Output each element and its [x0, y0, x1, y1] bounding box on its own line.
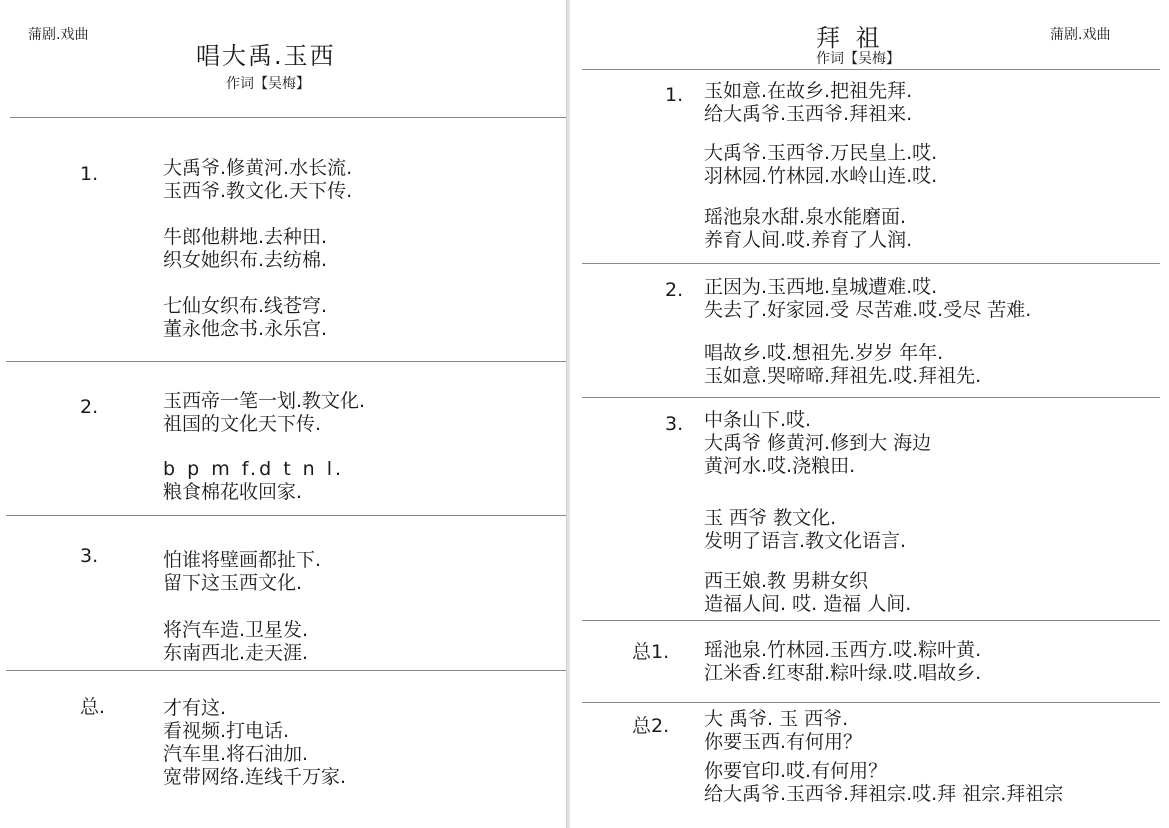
stanza	[704, 708, 862, 754]
lyric-line: 董永他念书.永乐宫.	[163, 318, 328, 340]
lyric-line: 粮食棉花收回家.	[163, 481, 303, 503]
stanza	[163, 295, 327, 341]
lyric-line: 唱故乡.哎.想祖先.岁岁 年年.	[704, 342, 944, 364]
stanza	[704, 80, 912, 126]
lyric-line: 大禹爷.修黄河.水长流.	[163, 157, 353, 179]
divider	[6, 515, 566, 516]
section-number: 2.	[80, 396, 99, 418]
lyric-line: 西王娘.教 男耕女织	[704, 570, 869, 592]
stanza	[163, 549, 321, 595]
lyric-line: 你要玉西.有何用？	[704, 731, 863, 753]
lyric-line: 玉如意.在故乡.把祖先拜.	[704, 80, 913, 102]
section-number: 1.	[665, 84, 684, 106]
stanza	[163, 697, 346, 789]
stanza	[704, 760, 1063, 806]
lyric-line: 牛郎他耕地.去种田.	[163, 226, 328, 248]
lyric-line: 造福人间. 哎. 造福 人间.	[704, 593, 912, 615]
right-page	[570, 0, 1169, 828]
stanza	[163, 619, 308, 665]
page-title: 拜 祖	[816, 24, 884, 52]
lyric-line: 你要官印.哎.有何用？	[704, 760, 888, 782]
lyric-line: 大禹爷.玉西爷.万民皇上.哎.	[704, 142, 938, 164]
section-number: 总2.	[632, 715, 670, 737]
lyric-line: 给大禹爷.玉西爷.拜祖宗.哎.拜 祖宗.拜祖宗	[704, 783, 1064, 805]
stanza	[704, 276, 1031, 322]
section-number: 2.	[665, 279, 684, 301]
lyric-line: 将汽车造.卫星发.	[163, 619, 309, 641]
lyric-line: 羽林园.竹林园.水岭山连.哎.	[704, 165, 938, 187]
left-page	[0, 0, 567, 828]
stanza	[704, 409, 931, 478]
lyric-line: 大禹爷 修黄河.修到大 海边	[704, 432, 932, 454]
lyric-line: 祖国的文化天下传.	[163, 413, 322, 435]
lyric-line: 中条山下.哎.	[704, 409, 812, 431]
lyric-line: 玉西爷.教文化.天下传.	[163, 180, 353, 202]
lyric-line: 发明了语言.教文化语言.	[704, 530, 907, 552]
lyric-line: 看视频.打电话.	[163, 720, 290, 742]
lyric-line: 瑶池泉.竹林园.玉西方.哎.粽叶黄.	[704, 639, 982, 661]
stanza	[704, 507, 906, 553]
section-number: 总.	[80, 696, 106, 718]
divider	[582, 263, 1160, 264]
page-title: 唱大禹.玉西	[196, 42, 336, 70]
divider	[6, 670, 566, 671]
lyric-line: 七仙女织布.线苍穹.	[163, 295, 328, 317]
lyric-line: 才有这.	[163, 697, 227, 719]
divider	[582, 702, 1160, 703]
lyric-line: 宽带网络.连线千万家.	[163, 766, 347, 788]
lyric-line: 织女她织布.去纺棉.	[163, 249, 328, 271]
divider	[582, 620, 1160, 621]
lyric-line: 瑶池泉水甜.泉水能磨面.	[704, 206, 907, 228]
stanza	[704, 570, 911, 616]
author-line: 作词【吴梅】	[226, 76, 310, 92]
lyric-line: 玉 西爷 教文化.	[704, 507, 837, 529]
lyric-line: 玉如意.哭啼啼.拜祖先.哎.拜祖先.	[704, 365, 982, 387]
lyric-line: 黄河水.哎.浇粮田.	[704, 455, 856, 477]
section-number: 1.	[80, 163, 99, 185]
stanza	[163, 157, 352, 203]
genre-label: 蒲剧.戏曲	[1050, 27, 1111, 43]
author-line: 作词【吴梅】	[816, 51, 900, 67]
stanza	[163, 390, 365, 436]
divider	[10, 117, 566, 118]
lyric-line: 东南西北.走天涯.	[163, 642, 309, 664]
genre-label: 蒲剧.戏曲	[28, 27, 89, 43]
lyric-line: 怕谁将壁画都扯下.	[163, 549, 322, 571]
section-number: 3.	[80, 545, 99, 567]
lyric-line: 大 禹爷. 玉 西爷.	[704, 708, 849, 730]
section-number: 总1.	[632, 641, 670, 663]
lyric-line: 留下这玉西文化.	[163, 572, 303, 594]
stanza	[704, 206, 912, 252]
stanza	[704, 142, 937, 188]
divider	[582, 69, 1160, 70]
lyric-line: 养育人间.哎.养育了人润.	[704, 229, 913, 251]
lyric-line: 汽车里.将石油加.	[163, 743, 309, 765]
lyric-line: 给大禹爷.玉西爷.拜祖来.	[704, 103, 913, 125]
stanza	[163, 226, 327, 272]
stanza	[704, 342, 981, 388]
divider	[582, 397, 1160, 398]
lyric-line: 玉西帝一笔一划.教文化.	[163, 390, 366, 412]
stanza	[704, 639, 981, 685]
stanza	[163, 458, 344, 504]
lyric-line: b p m f.d t n l.	[163, 458, 345, 480]
lyric-line: 正因为.玉西地.皇城遭难.哎.	[704, 276, 938, 298]
section-number: 3.	[665, 413, 684, 435]
lyric-line: 江米香.红枣甜.粽叶绿.哎.唱故乡.	[704, 662, 982, 684]
lyric-line: 失去了.好家园.受 尽苦难.哎.受尽 苦难.	[704, 299, 1032, 321]
divider	[6, 361, 566, 362]
